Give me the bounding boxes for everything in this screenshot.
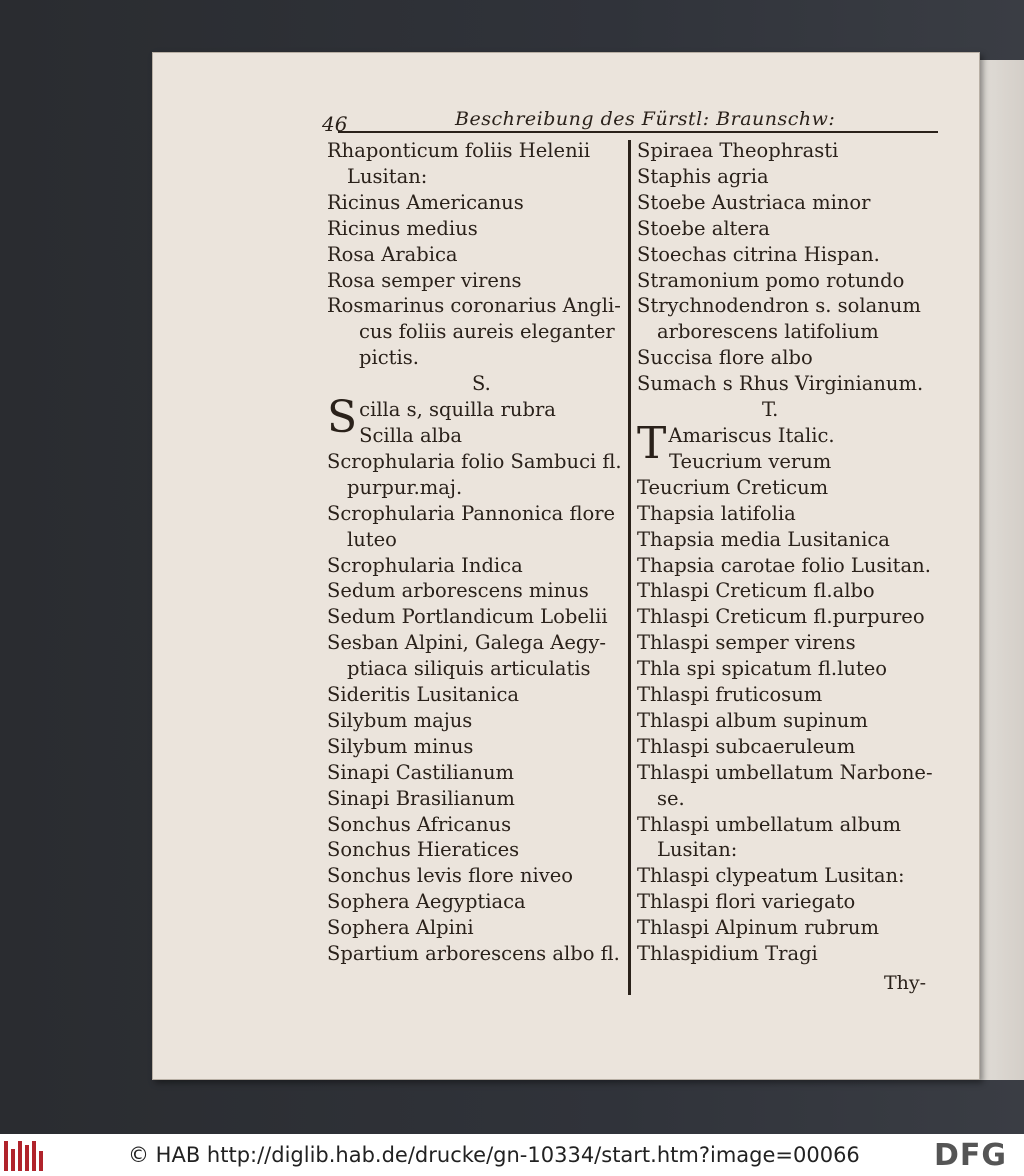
drop-initial: S xyxy=(327,392,358,444)
entry-text: Sesban Alpini, Galega Aegy- xyxy=(327,631,606,655)
entry-line xyxy=(327,190,627,216)
entry-line xyxy=(637,915,937,941)
section-letter xyxy=(327,371,627,397)
entry-text: Sinapi Castilianum xyxy=(327,760,515,784)
entry-line xyxy=(327,837,627,863)
entry-line xyxy=(637,164,937,190)
entry-line xyxy=(327,293,627,319)
entry-line xyxy=(327,734,627,760)
entry-text: Thlaspi subcaeruleum xyxy=(637,734,856,758)
entry-line xyxy=(327,708,627,734)
entry-text: Sonchus levis flore niveo xyxy=(327,864,574,888)
entry-line xyxy=(637,138,937,164)
entry-text: Thlaspi fruticosum xyxy=(637,683,823,707)
entry-text: Rhaponticum foliis Helenii xyxy=(327,139,591,162)
entry-text: Sideritis Lusitanica xyxy=(327,683,520,707)
entry-text: pictis. xyxy=(359,346,419,370)
entry-line xyxy=(637,837,937,863)
entry-line xyxy=(637,501,937,527)
entry-text: Thlaspi album supinum xyxy=(637,708,868,732)
entry-line xyxy=(637,190,937,216)
entry-line xyxy=(637,449,937,475)
entry-text: Teucrium Creticum xyxy=(637,475,829,499)
entry-line xyxy=(327,345,627,371)
entry-line xyxy=(637,812,937,838)
hab-logo-icon xyxy=(4,1139,44,1171)
entry-line xyxy=(327,812,627,838)
entry-text: Thapsia media Lusitanica xyxy=(637,527,890,551)
entry-line xyxy=(637,293,937,319)
catchword: Thy- xyxy=(884,972,927,994)
entry-line xyxy=(327,553,627,579)
entry-text: Stramonium pomo rotundo xyxy=(637,268,905,292)
entry-text: Sumach s Rhus Virginianum. xyxy=(637,372,924,396)
page-number: 46 xyxy=(322,112,348,136)
entry-line xyxy=(637,345,937,371)
entry-text: Thlaspi Creticum fl.albo xyxy=(637,579,875,603)
entry-text: Thapsia carotae folio Lusitan. xyxy=(637,553,931,577)
entry-text: Silybum majus xyxy=(327,708,473,732)
entry-line xyxy=(327,941,627,967)
entry-text: Thlaspi Creticum fl.purpureo xyxy=(637,605,925,629)
entry-text: Scrophularia Indica xyxy=(327,553,523,577)
entry-line xyxy=(637,682,937,708)
entry-line xyxy=(327,216,627,242)
entry-line xyxy=(327,915,627,941)
entry-line xyxy=(327,319,627,345)
entry-text: Scilla alba xyxy=(359,423,462,447)
entry-line xyxy=(327,268,627,294)
entry-text: Thlaspidium Tragi xyxy=(637,942,818,966)
entry-line xyxy=(637,268,937,294)
entry-line xyxy=(637,656,937,682)
entry-line xyxy=(637,708,937,734)
entry-line xyxy=(637,786,937,812)
entry-text: cus foliis aureis eleganter xyxy=(359,320,615,344)
entry-text: Rosa semper virens xyxy=(327,268,522,292)
drop-initial: T xyxy=(637,417,667,469)
entry-line xyxy=(637,604,937,630)
entry-text: Thlaspi flori variegato xyxy=(637,890,856,914)
entry-line xyxy=(327,527,627,553)
entry-text: Stoebe Austriaca minor xyxy=(637,190,871,214)
entry-line xyxy=(637,527,937,553)
entry-line xyxy=(327,578,627,604)
entry-text: S. xyxy=(472,372,491,396)
entry-line xyxy=(327,501,627,527)
entry-text: Ricinus medius xyxy=(327,216,478,240)
entry-text: Sonchus Africanus xyxy=(327,812,512,836)
entry-text: Thlaspi umbellatum album xyxy=(637,812,902,836)
entry-text: Thlaspi umbellatum Narbone- xyxy=(637,760,933,784)
entry-text: Thlaspi Alpinum rubrum xyxy=(637,916,879,940)
entry-text: Spartium arborescens albo fl. xyxy=(327,942,620,966)
entry-line xyxy=(327,760,627,786)
entry-line xyxy=(327,138,627,164)
entry-text: Sophera Aegyptiaca xyxy=(327,890,526,914)
entry-text: luteo xyxy=(347,527,397,551)
entry-line xyxy=(637,475,937,501)
entry-line xyxy=(637,863,937,889)
section-letter xyxy=(637,397,937,423)
entry-line xyxy=(327,449,627,475)
entry-line xyxy=(637,242,937,268)
dfg-logo: DFG xyxy=(934,1138,1008,1173)
entry-text: Sonchus Hieratices xyxy=(327,838,520,862)
entry-line xyxy=(637,319,937,345)
entry-line xyxy=(327,604,627,630)
entry-text: Succisa flore albo xyxy=(637,346,813,370)
entry-text: Ricinus Americanus xyxy=(327,190,524,214)
entry-line xyxy=(327,475,627,501)
entry-line xyxy=(327,423,627,449)
entry-line xyxy=(327,656,627,682)
entry-line xyxy=(327,164,627,190)
entry-text: Scrophularia Pannonica flore xyxy=(327,501,616,525)
entry-text: purpur.maj. xyxy=(347,475,463,499)
entry-text: Thlaspi clypeatum Lusitan: xyxy=(637,864,905,888)
entry-line xyxy=(637,578,937,604)
entry-text: Staphis agria xyxy=(637,164,769,188)
entry-text: Lusitan: xyxy=(347,164,428,188)
entry-line xyxy=(327,242,627,268)
left-column xyxy=(327,138,627,967)
entry-text: cilla s, squilla rubra xyxy=(359,398,556,422)
entry-text: Silybum minus xyxy=(327,734,474,758)
entry-line xyxy=(327,786,627,812)
entry-text: Stoebe altera xyxy=(637,216,770,240)
entry-line xyxy=(327,630,627,656)
footer-credit[interactable]: © HAB http://diglib.hab.de/drucke/gn-10334/start.htm?image=00066 xyxy=(128,1143,860,1167)
entry-text: Spiraea Theophrasti xyxy=(637,139,839,162)
entry-text: Thlaspi semper virens xyxy=(637,631,856,655)
entry-text: ptiaca siliquis articulatis xyxy=(347,657,591,681)
entry-text: Scrophularia folio Sambuci fl. xyxy=(327,449,622,473)
column-divider xyxy=(628,140,631,995)
entry-text: Thla spi spicatum fl.luteo xyxy=(637,657,888,681)
entry-line xyxy=(637,760,937,786)
entry-text: Amariscus Italic. xyxy=(668,423,835,447)
entry-line xyxy=(637,630,937,656)
entry-text: Thapsia latifolia xyxy=(637,501,796,525)
entry-text: Stoechas citrina Hispan. xyxy=(637,242,880,266)
entry-text: Strychnodendron s. solanum xyxy=(637,294,921,318)
entry-line xyxy=(637,734,937,760)
entry-text: Rosmarinus coronarius Angli- xyxy=(327,294,621,318)
entry-line xyxy=(637,371,937,397)
entry-line xyxy=(637,889,937,915)
entry-text: Sinapi Brasilianum xyxy=(327,786,515,810)
entry-text: Lusitan: xyxy=(657,838,738,862)
entry-text: Teucrium verum xyxy=(669,449,832,473)
entry-line xyxy=(327,889,627,915)
entry-line xyxy=(637,216,937,242)
header-rule xyxy=(338,131,938,133)
entry-text: T. xyxy=(762,398,779,422)
entry-text: Sedum Portlandicum Lobelii xyxy=(327,605,608,629)
entry-text: se. xyxy=(657,786,685,810)
entry-text: Sedum arborescens minus xyxy=(327,579,589,603)
running-head: Beschreibung des Fürstl: Braunschw: xyxy=(455,108,836,130)
entry-line xyxy=(327,682,627,708)
right-column xyxy=(637,138,937,967)
entry-text: Sophera Alpini xyxy=(327,916,474,940)
entry-line xyxy=(637,941,937,967)
entry-line xyxy=(637,553,937,579)
entry-text: arborescens latifolium xyxy=(657,320,879,344)
entry-line xyxy=(327,863,627,889)
entry-text: Rosa Arabica xyxy=(327,242,458,266)
